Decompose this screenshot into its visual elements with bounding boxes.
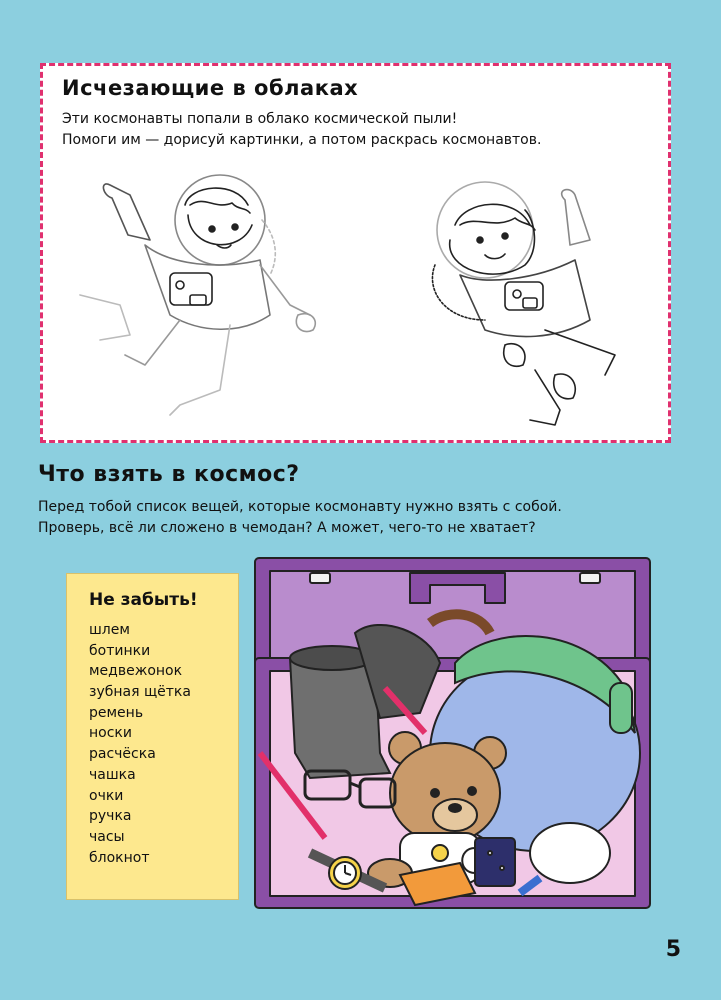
checklist-title: Не забыть! (89, 590, 198, 610)
section-title-clouds: Исчезающие в облаках (62, 76, 359, 100)
checklist-item: блокнот (89, 849, 150, 866)
checklist-item: ручка (89, 808, 132, 825)
checklist-item: шлем (89, 622, 130, 638)
checklist-card (66, 573, 239, 900)
astronaut-left-illustration (70, 165, 330, 430)
checklist-item: ботинки (89, 642, 151, 659)
checklist-item: зубная щётка (89, 684, 191, 701)
suitcase-illustration (250, 553, 660, 913)
packing-instructions-line-2: Проверь, всё ли сложено в чемодан? А может, чего-то не хватает? (38, 520, 536, 536)
checklist (89, 620, 191, 868)
checklist-item: очки (89, 787, 124, 804)
packing-instructions-line-1: Перед тобой список вещей, которые космонавту нужно взять с собой. (38, 499, 562, 515)
checklist-item: ремень (89, 704, 144, 721)
astronaut-right-illustration (405, 170, 645, 430)
instructions-line-2: Помоги им — дорисуй картинки, а потом раскрась космонавтов. (62, 132, 542, 148)
checklist-item: чашка (89, 766, 136, 783)
section-title-space-packing: Что взять в космос? (38, 462, 300, 487)
checklist-item: носки (89, 725, 132, 742)
checklist-item: медвежонок (89, 663, 183, 680)
checklist-item: часы (89, 828, 125, 845)
page-number: 5 (665, 937, 681, 962)
checklist-item: расчёска (89, 746, 156, 763)
instructions-line-1: Эти космонавты попали в облако космической пыли! (62, 111, 458, 127)
